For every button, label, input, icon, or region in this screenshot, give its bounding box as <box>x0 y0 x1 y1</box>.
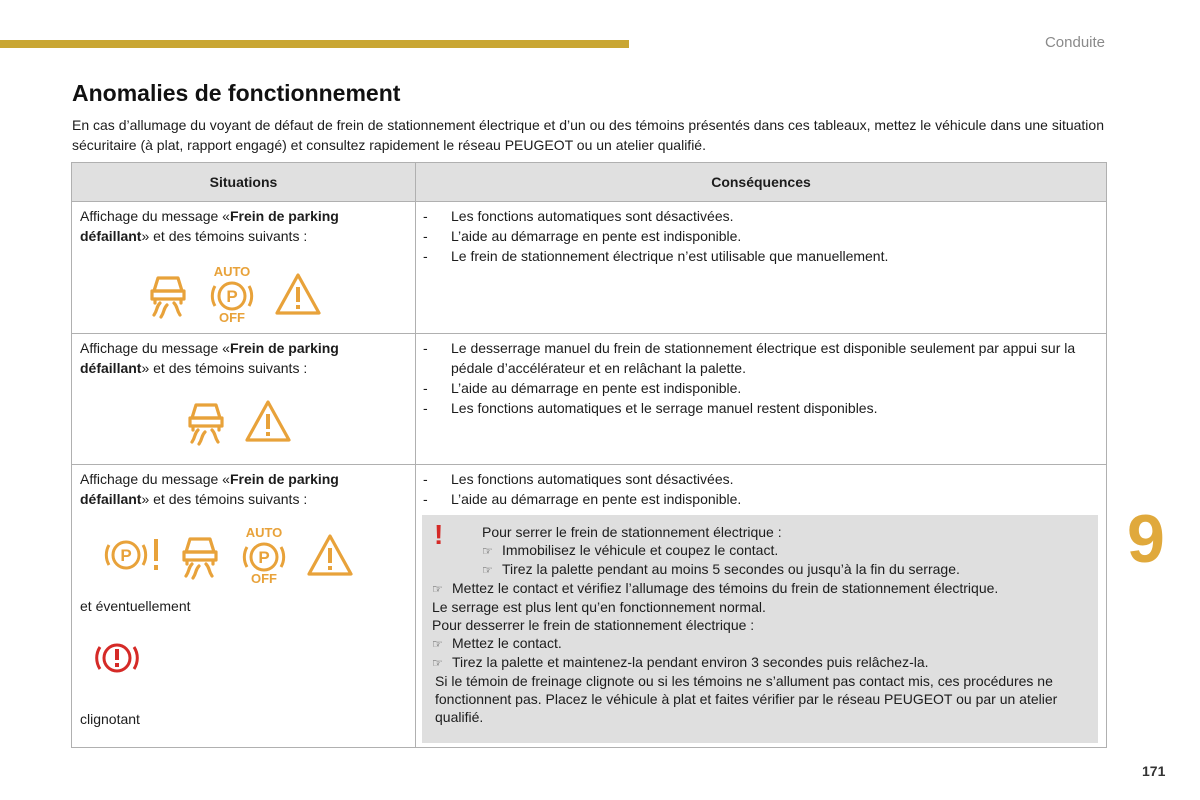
table-row <box>72 465 1107 748</box>
list-item: - Le frein de stationnement électrique n’est utilisable que manuellement. <box>422 246 1100 266</box>
consequence-cell <box>416 202 1107 334</box>
pointing-hand-icon: ☞ <box>432 656 443 670</box>
svg-text:P: P <box>258 548 270 567</box>
svg-text:OFF: OFF <box>219 310 245 324</box>
consequence-cell <box>416 334 1107 465</box>
note-step: ☞ Tirez la palette et maintenez-la pendant environ 3 secondes puis relâchez-la. <box>432 654 929 670</box>
warning-triangle-icon <box>274 272 322 321</box>
chapter-number: 9 <box>1127 501 1165 577</box>
consequence-list <box>422 338 1100 418</box>
list-item: - Les fonctions automatiques sont désactivées. <box>422 469 1100 489</box>
svg-text:P: P <box>120 546 132 565</box>
note-line: Pour serrer le frein de stationnement électrique : <box>482 524 782 540</box>
table-row <box>72 334 1107 465</box>
situation-cell <box>72 465 416 748</box>
esc-skid-icon <box>184 396 228 451</box>
consequence-list <box>422 469 1100 509</box>
indicator-icons <box>184 396 407 451</box>
note-step: ☞ Tirez la palette pendant au moins 5 secondes ou jusqu’à la fin du serrage. <box>482 561 960 577</box>
brake-alert-icon <box>92 638 407 683</box>
caution-note <box>422 515 1098 743</box>
list-item: - L’aide au démarrage en pente est indisponible. <box>422 378 1100 398</box>
accent-bar <box>0 40 629 48</box>
list-item: - Les fonctions automatiques sont désactivées. <box>422 206 1100 226</box>
svg-text:P: P <box>226 287 238 306</box>
indicator-icons <box>146 264 407 329</box>
auto-park-off-icon <box>206 264 258 329</box>
blinking-label: clignotant <box>80 711 140 727</box>
consequence-list <box>422 206 1100 266</box>
pointing-hand-icon: ☞ <box>482 563 493 577</box>
note-line: Si le témoin de freinage clignote ou si les témoins ne s’allument pas contact mis, ces procédures ne fonctionnent pas. Placez le véhicule à plat et faites vérifier par le réseau PEUGEOT ou par un atelier qualifié. <box>435 673 1058 725</box>
note-step: ☞ Mettez le contact. <box>432 635 562 651</box>
anomalies-table <box>71 162 1107 748</box>
warning-triangle-icon <box>306 533 354 582</box>
list-item: - Le desserrage manuel du frein de stationnement électrique est disponible seulement par appui sur la pédale d’accélérateur et en relâchant la palette. <box>422 338 1100 378</box>
pointing-hand-icon: ☞ <box>482 544 493 558</box>
situation-text: Affichage du message «Frein de parking défaillant» et des témoins suivants : <box>80 340 339 376</box>
column-header-situations: Situations <box>72 163 416 202</box>
page-title: Anomalies de fonctionnement <box>72 80 401 106</box>
svg-text:AUTO: AUTO <box>213 264 251 279</box>
esc-skid-icon <box>178 530 222 585</box>
situation-text: Affichage du message «Frein de parking défaillant» et des témoins suivants : <box>80 208 339 244</box>
note-line: Le serrage est plus lent qu’en fonctionnement normal. <box>432 599 766 615</box>
pointing-hand-icon: ☞ <box>432 582 443 596</box>
auto-park-off-icon <box>238 525 290 590</box>
situation-cell <box>72 334 416 465</box>
park-fault-icon <box>102 533 162 582</box>
situation-text: Affichage du message «Frein de parking défaillant» et des témoins suivants : <box>80 471 339 507</box>
consequence-cell <box>416 465 1107 748</box>
indicator-icons <box>102 525 407 590</box>
note-step: ☞ Immobilisez le véhicule et coupez le contact. <box>482 542 779 558</box>
page-number: 171 <box>1142 763 1166 779</box>
note-step: ☞ Mettez le contact et vérifiez l’allumage des témoins du frein de stationnement électrique. <box>432 580 999 596</box>
table-header-row <box>72 163 1107 202</box>
intro-paragraph: En cas d’allumage du voyant de défaut de frein de stationnement électrique et d’un ou des témoins présentés dans ces tableaux, mettez le véhicule dans une situation sécuritaire (à plat, rapport engagé) et consultez rapidement le réseau PEUGEOT ou un atelier qualifié. <box>72 117 1104 153</box>
pointing-hand-icon: ☞ <box>432 637 443 651</box>
exclamation-icon: ! <box>434 519 444 550</box>
table-row <box>72 202 1107 334</box>
situation-cell <box>72 202 416 334</box>
svg-text:OFF: OFF <box>251 571 277 585</box>
warning-triangle-icon <box>244 399 292 448</box>
eventually-label: et éventuellement <box>80 598 191 614</box>
list-item: - Les fonctions automatiques et le serrage manuel restent disponibles. <box>422 398 1100 418</box>
svg-text:AUTO: AUTO <box>245 525 283 540</box>
esc-skid-icon <box>146 269 190 324</box>
note-line: Pour desserrer le frein de stationnement électrique : <box>432 617 755 633</box>
list-item: - L’aide au démarrage en pente est indisponible. <box>422 226 1100 246</box>
list-item: - L’aide au démarrage en pente est indisponible. <box>422 489 1100 509</box>
column-header-consequences: Conséquences <box>416 163 1107 202</box>
section-header: Conduite <box>1044 34 1105 51</box>
